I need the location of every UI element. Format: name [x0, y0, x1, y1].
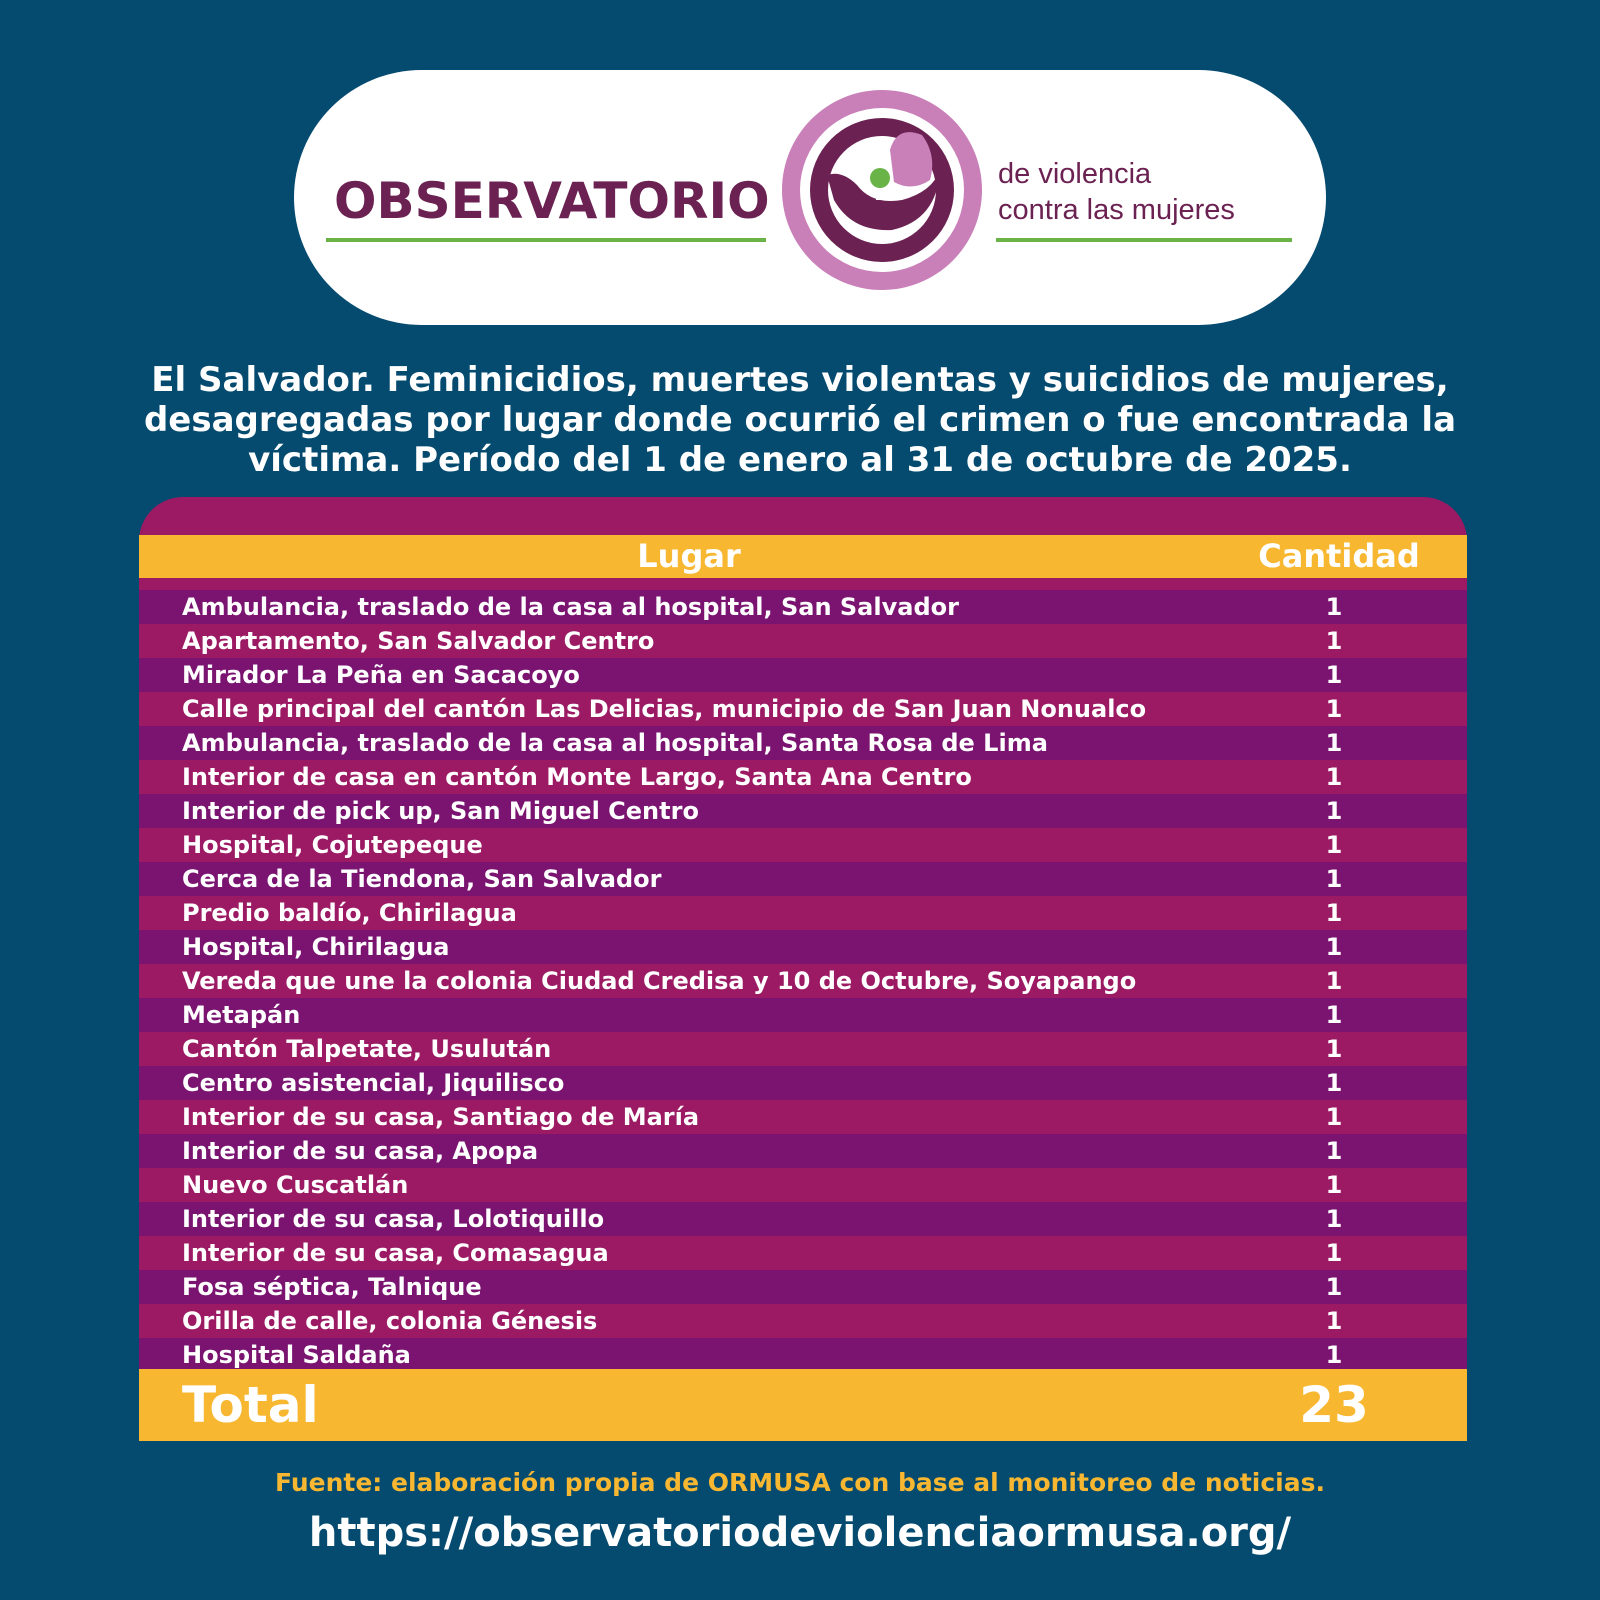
cell-cantidad: 1 — [1325, 593, 1343, 621]
cell-lugar: Calle principal del cantón Las Delicias, municipio de San Juan Nonualco — [182, 695, 1147, 723]
cell-cantidad: 1 — [1325, 1341, 1343, 1369]
cell-cantidad: 1 — [1325, 627, 1343, 655]
cell-cantidad: 1 — [1325, 1239, 1343, 1267]
table-row — [139, 1202, 1467, 1236]
table-row — [139, 1270, 1467, 1304]
logo-underline-right — [996, 238, 1292, 242]
cell-lugar: Orilla de calle, colonia Génesis — [182, 1307, 598, 1335]
cell-lugar: Hospital Saldaña — [182, 1341, 411, 1369]
website-url: https://observatoriodeviolenciaormusa.org/ — [308, 1510, 1292, 1556]
table-row — [139, 1100, 1467, 1134]
cell-lugar: Nuevo Cuscatlán — [182, 1171, 409, 1199]
cell-cantidad: 1 — [1325, 729, 1343, 757]
cell-cantidad: 1 — [1325, 695, 1343, 723]
cell-lugar: Hospital, Cojutepeque — [182, 831, 483, 859]
cell-lugar: Apartamento, San Salvador Centro — [182, 627, 655, 655]
cell-cantidad: 1 — [1325, 899, 1343, 927]
logo-underline-left — [326, 238, 766, 242]
total-row — [139, 1369, 1467, 1441]
table-row — [139, 760, 1467, 794]
cell-cantidad: 1 — [1325, 661, 1343, 689]
table-row — [139, 1304, 1467, 1338]
table-body — [139, 590, 1467, 1372]
table-row — [139, 692, 1467, 726]
table-row — [139, 862, 1467, 896]
cell-cantidad: 1 — [1325, 1035, 1343, 1063]
cell-lugar: Predio baldío, Chirilagua — [182, 899, 517, 927]
table-row — [139, 624, 1467, 658]
table-row — [139, 828, 1467, 862]
column-header-lugar: Lugar — [637, 537, 741, 575]
cell-lugar: Interior de su casa, Santiago de María — [182, 1103, 700, 1131]
title-line-1: El Salvador. Feminicidios, muertes violentas y suicidios de mujeres, — [151, 360, 1449, 400]
cell-lugar: Hospital, Chirilagua — [182, 933, 450, 961]
cell-lugar: Interior de casa en cantón Monte Largo, Santa Ana Centro — [182, 763, 972, 791]
cell-lugar: Cantón Talpetate, Usulután — [182, 1035, 552, 1063]
cell-lugar: Interior de su casa, Lolotiquillo — [182, 1205, 605, 1233]
source-note: Fuente: elaboración propia de ORMUSA con base al monitoreo de noticias. — [275, 1468, 1325, 1497]
cell-lugar: Metapán — [182, 1001, 301, 1029]
table-row — [139, 590, 1467, 624]
cell-lugar: Centro asistencial, Jiquilisco — [182, 1069, 565, 1097]
cell-lugar: Cerca de la Tiendona, San Salvador — [182, 865, 662, 893]
cell-lugar: Mirador La Peña en Sacacoyo — [182, 661, 580, 689]
table-row — [139, 658, 1467, 692]
column-header-cantidad: Cantidad — [1258, 537, 1420, 575]
cell-cantidad: 1 — [1325, 831, 1343, 859]
cell-cantidad: 1 — [1325, 967, 1343, 995]
cell-cantidad: 1 — [1325, 1273, 1343, 1301]
table-row — [139, 896, 1467, 930]
cell-cantidad: 1 — [1325, 1171, 1343, 1199]
table-header — [139, 535, 1467, 578]
cell-lugar: Fosa séptica, Talnique — [182, 1273, 482, 1301]
title-line-3: víctima. Período del 1 de enero al 31 de octubre de 2025. — [248, 440, 1352, 480]
cell-cantidad: 1 — [1325, 797, 1343, 825]
observatorio-emblem-icon — [772, 80, 992, 300]
cell-cantidad: 1 — [1325, 865, 1343, 893]
table-row — [139, 998, 1467, 1032]
cell-lugar: Ambulancia, traslado de la casa al hospital, Santa Rosa de Lima — [182, 729, 1048, 757]
cell-cantidad: 1 — [1325, 1103, 1343, 1131]
table-row — [139, 1134, 1467, 1168]
cell-cantidad: 1 — [1325, 1205, 1343, 1233]
cell-lugar: Interior de su casa, Comasagua — [182, 1239, 609, 1267]
table-row — [139, 794, 1467, 828]
cell-cantidad: 1 — [1325, 1069, 1343, 1097]
cell-cantidad: 1 — [1325, 933, 1343, 961]
logo-text-contra-las-mujeres: contra las mujeres — [998, 194, 1235, 226]
cell-cantidad: 1 — [1325, 1001, 1343, 1029]
total-value: 23 — [1299, 1376, 1369, 1434]
table-row — [139, 1338, 1467, 1372]
cell-lugar: Interior de su casa, Apopa — [182, 1137, 539, 1165]
logo-banner — [294, 70, 1326, 325]
table-row — [139, 964, 1467, 998]
table-row — [139, 1236, 1467, 1270]
cell-lugar: Vereda que une la colonia Ciudad Credisa y 10 de Octubre, Soyapango — [182, 967, 1137, 995]
table-row — [139, 1168, 1467, 1202]
cell-cantidad: 1 — [1325, 1307, 1343, 1335]
table-row — [139, 726, 1467, 760]
page-title — [100, 360, 1500, 480]
title-line-2: desagregadas por lugar donde ocurrió el crimen o fue encontrada la — [143, 400, 1457, 440]
table-row — [139, 930, 1467, 964]
total-label: Total — [182, 1376, 319, 1434]
logo-text-de-violencia: de violencia — [998, 158, 1152, 190]
table-row — [139, 1032, 1467, 1066]
cell-cantidad: 1 — [1325, 1137, 1343, 1165]
logo-text-observatorio: OBSERVATORIO — [334, 172, 770, 230]
table-row — [139, 1066, 1467, 1100]
cell-cantidad: 1 — [1325, 763, 1343, 791]
cell-lugar: Interior de pick up, San Miguel Centro — [182, 797, 699, 825]
cell-lugar: Ambulancia, traslado de la casa al hospital, San Salvador — [182, 593, 959, 621]
